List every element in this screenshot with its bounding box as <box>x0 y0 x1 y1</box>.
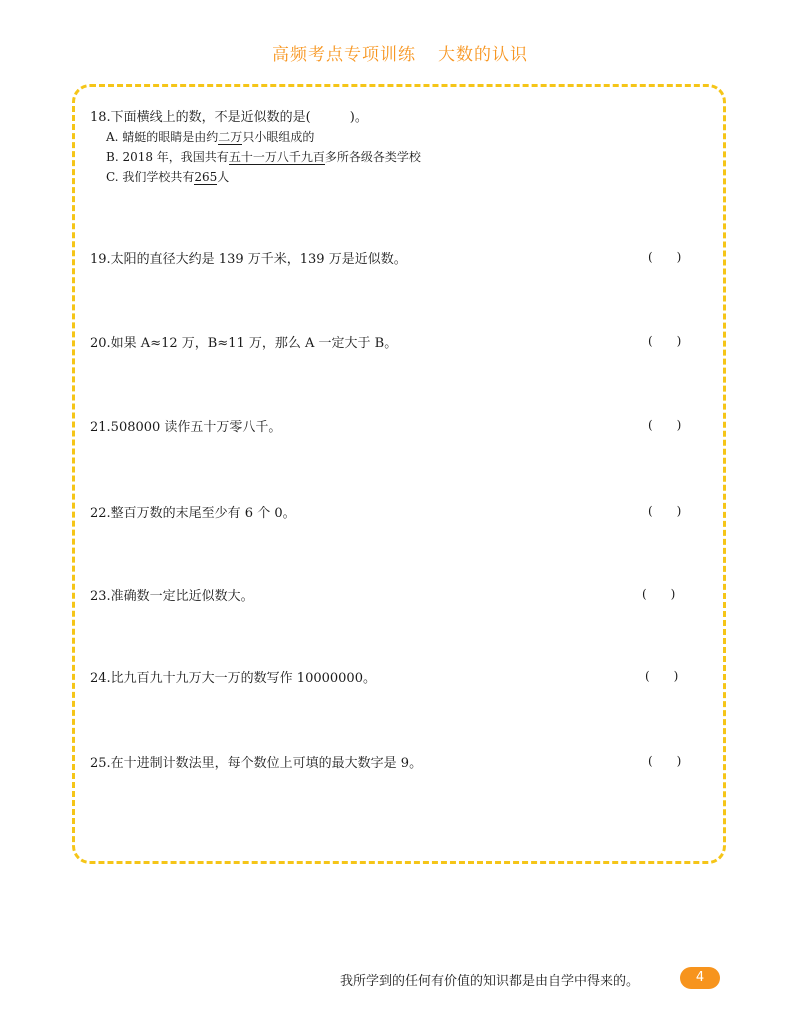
question-18-option-a: A. 蜻蜓的眼睛是由约二万只小眼组成的 <box>106 130 315 144</box>
question-20-text: 20.如果 A≈12 万，B≈11 万，那么 A 一定大于 B。 <box>90 336 398 351</box>
question-22-text: 22.整百万数的末尾至少有 6 个 0。 <box>90 506 296 521</box>
question-24-answer-blank: ( ) <box>645 669 679 683</box>
question-18-option-c: C. 我们学校共有265人 <box>106 170 230 184</box>
question-25-answer-blank: ( ) <box>648 754 682 768</box>
question-21-answer-blank: ( ) <box>648 418 682 432</box>
page-header <box>0 40 800 65</box>
footer-quote: 我所学到的任何有价值的知识都是由自学中得来的。 <box>340 974 640 989</box>
question-19-answer-blank: ( ) <box>648 250 682 264</box>
header-topic-title: 大数的认识 <box>438 45 528 65</box>
question-23-text: 23.准确数一定比近似数大。 <box>90 589 254 604</box>
header-series-title: 高频考点专项训练 <box>272 45 416 65</box>
question-20-answer-blank: ( ) <box>648 334 682 348</box>
question-23-answer-blank: ( ) <box>642 587 676 601</box>
question-22-answer-blank: ( ) <box>648 504 682 518</box>
question-18-stem: 18.下面横线上的数，不是近似数的是( )。 <box>90 110 368 125</box>
question-frame <box>72 84 726 864</box>
question-25-text: 25.在十进制计数法里，每个数位上可填的最大数字是 9。 <box>90 756 423 771</box>
page-number-badge: 4 <box>680 967 720 989</box>
question-18-option-b: B. 2018 年，我国共有五十一万八千九百多所各级各类学校 <box>106 150 421 164</box>
question-19-text: 19.太阳的直径大约是 139 万千米，139 万是近似数。 <box>90 252 407 267</box>
question-21-text: 21.508000 读作五十万零八千。 <box>90 420 282 435</box>
question-24-text: 24.比九百九十九万大一万的数写作 10000000。 <box>90 671 376 686</box>
